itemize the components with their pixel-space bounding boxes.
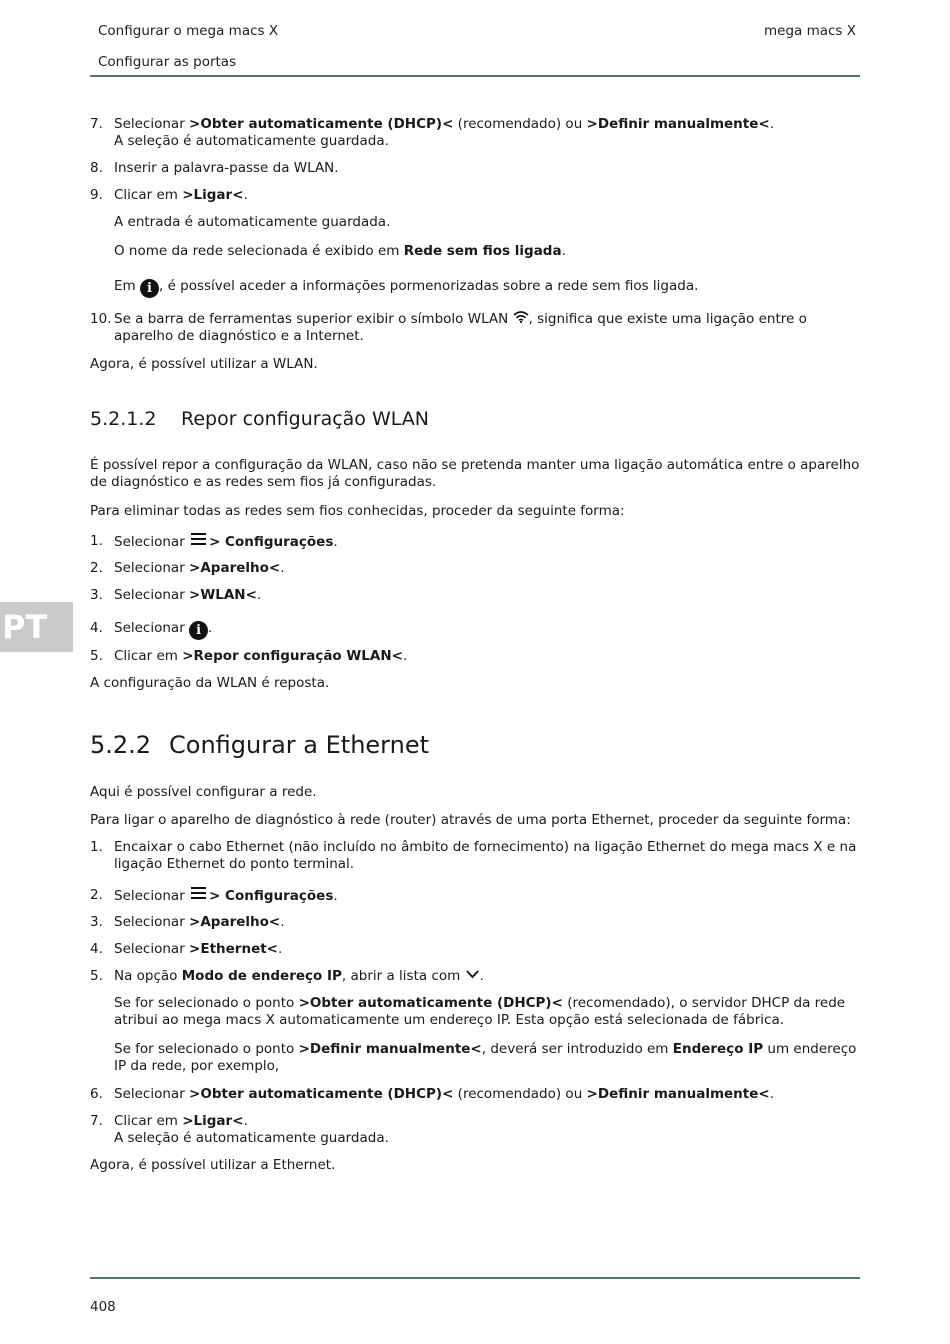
header-product: mega macs X xyxy=(764,23,857,39)
header-section: Configurar as portas xyxy=(98,54,237,70)
list-item-note: A entrada é automaticamente guardada. xyxy=(114,214,391,230)
paragraph: Agora, é possível utilizar a Ethernet. xyxy=(90,1157,336,1173)
list-item-note: O nome da rede selecionada é exibido em Rede sem fios ligada. xyxy=(114,243,566,259)
paragraph: Agora, é possível utilizar a WLAN. xyxy=(90,356,318,372)
paragraph: A configuração da WLAN é reposta. xyxy=(90,675,330,691)
header-rule xyxy=(90,75,860,77)
paragraph: Para eliminar todas as redes sem fios conhecidas, proceder da seguinte forma: xyxy=(90,503,625,519)
list-item-note: Se for selecionado o ponto >Obter automaticamente (DHCP)< (recomendado), o servidor DHCP da rede atribui ao mega macs X automaticamente um endereço IP. Esta opção está selecionada de fábrica. xyxy=(114,995,846,1028)
chevron-down-icon xyxy=(465,969,480,979)
paragraph: Para ligar o aparelho de diagnóstico à rede (router) através de uma porta Ethernet, proceder da seguinte forma: xyxy=(90,812,851,828)
section-heading: 5.2.1.2 Repor configuração WLAN xyxy=(90,408,429,430)
page-number: 408 xyxy=(90,1299,116,1315)
footer-rule xyxy=(90,1277,860,1279)
menu-icon xyxy=(191,533,206,545)
wifi-icon xyxy=(513,311,529,323)
menu-icon xyxy=(191,887,206,899)
section-heading: 5.2.2 Configurar a Ethernet xyxy=(90,731,430,759)
info-icon: i xyxy=(189,621,208,640)
language-tab: PT xyxy=(0,602,73,652)
list-item-note: Em i , é possível aceder a informações pormenorizadas sobre a rede sem fios ligada. xyxy=(114,278,699,296)
header-chapter: Configurar o mega macs X xyxy=(98,23,279,39)
paragraph: É possível repor a configuração da WLAN, caso não se pretenda manter uma ligação automática entre o aparelho de diagnóstico e as redes sem fios já configuradas. xyxy=(90,457,860,490)
list-item-note: Se for selecionado o ponto >Definir manualmente<, deverá ser introduzido em Endereço IP um endereço IP da rede, por exemplo, xyxy=(114,1041,857,1074)
paragraph: Aqui é possível configurar a rede. xyxy=(90,784,317,800)
info-icon: i xyxy=(140,279,159,298)
